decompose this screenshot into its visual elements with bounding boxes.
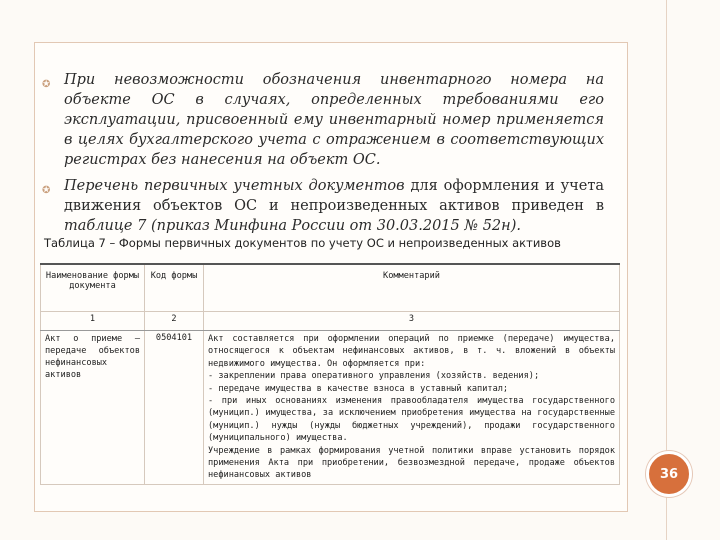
header-code: Код формы <box>145 264 204 312</box>
bullet-marker-icon: ✪ <box>42 79 51 90</box>
header-comment: Комментарий <box>204 264 620 312</box>
comment-line: - при иных основаниях изменения правообладателя имущества государственного (муницип.) имущества, за исключением приобретения имущества на государственные (муницип.) нужды (нужды бюджетных учреждений), продажи государственного (муниципального) имущества. <box>208 396 615 444</box>
bullet-2-italic-end: таблице 7 (приказ Минфина России от 30.03.2015 № 52н). <box>64 218 521 234</box>
bullet-1-text: При невозможности обозначения инвентарного номера на объекте ОС в случаях, определенных требованиями его эксплуатации, присвоенный ему инвентарный номер применяется в целях бухгалтерского учета с отражением в соответствующих регистрах без нанесения на объект ОС. <box>64 72 604 168</box>
cell-comment <box>204 331 620 485</box>
comment-line: Учреждение в рамках формирования учетной политики вправе установить порядок применения Акта при приобретении, безвозмездной передаче, продаже объектов нефинансовых активов <box>208 445 615 481</box>
slide-number-badge: 36 <box>646 451 692 497</box>
comment-line: - закреплении права оперативного управления (хозяйств. ведения); <box>208 371 540 382</box>
cell-doc-code: 0504101 <box>145 331 204 485</box>
table-row <box>41 331 620 485</box>
col-number-1: 1 <box>41 312 145 331</box>
col-number-3: 3 <box>204 312 620 331</box>
header-name: Наименование формы документа <box>41 264 145 312</box>
comment-line: Акт составляется при оформлении операций по приемке (передаче) имущества, относящегося к объектам нефинансовых активов, в т. ч. вложений в объекты недвижимого имущества. Он оформляется при: <box>208 334 615 369</box>
bullet-2-text <box>64 176 604 236</box>
cell-doc-name: Акт о приеме – передаче объектов нефинансовых активов <box>41 331 145 485</box>
comment-line: - передаче имущества в качестве взноса в уставный капитал; <box>208 383 509 394</box>
col-number-2: 2 <box>145 312 204 331</box>
table-numbers-row <box>41 312 620 331</box>
documents-table <box>40 263 620 485</box>
bullet-marker-icon: ✪ <box>42 185 51 196</box>
table-header-row <box>41 264 620 312</box>
bullet-2-italic: Перечень первичных учетных документов <box>64 178 405 194</box>
bullet-2-normal: для оформления и учета движения объектов ОС и непроизведенных активов приведен в <box>64 178 604 214</box>
bullet-1 <box>44 70 604 170</box>
bullet-2 <box>44 176 604 236</box>
table-caption: Таблица 7 – Формы первичных документов по учету ОС и непроизведенных активов <box>44 236 561 250</box>
